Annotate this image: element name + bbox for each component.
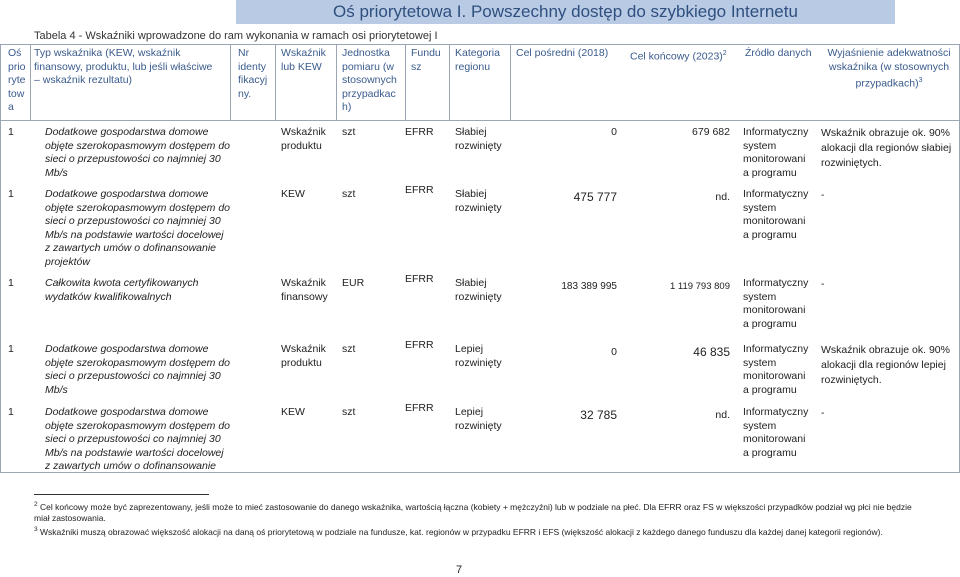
divider xyxy=(336,44,337,121)
header-kategoria: Kategoria regionu xyxy=(455,47,500,73)
cell-c2023: 1 119 793 809 xyxy=(669,281,730,292)
cell-c2023: 46 835 xyxy=(693,345,730,359)
divider xyxy=(30,44,31,121)
cell-wsk: Wskaźnik finansowy xyxy=(281,277,328,303)
header-wyjasnienie: Wyjaśnienie adekwatności wskaźnika (w stosownych przypadkach)$^3$ xyxy=(827,47,951,90)
cell-zrodlo: Informatyczny system monitorowani a programu xyxy=(743,406,809,459)
header-typ: Typ wskaźnika (KEW, wskaźnik finansowy, produktu, lub jeśli właściwe – wskaźnik rezultatu) xyxy=(34,47,213,86)
cell-fundusz: EFRR xyxy=(405,402,434,414)
header-cel-2023: Cel końcowy $(2023)^2$ xyxy=(630,50,727,63)
cell-os: 1 xyxy=(8,277,14,289)
cell-kat: Lepiej rozwinięty xyxy=(455,406,502,432)
header-os: Oś prio ryte tow a xyxy=(8,47,26,113)
divider xyxy=(510,44,511,121)
cell-jedn: EUR xyxy=(342,277,365,289)
cell-fundusz: EFRR xyxy=(405,339,434,351)
cell-kat: Słabiej rozwinięty xyxy=(455,126,502,152)
cell-c2023: 679 682 xyxy=(692,126,730,138)
header-cel-2018: Cel pośredni (2018) xyxy=(516,47,609,59)
cell-c2018: 0 xyxy=(611,126,617,138)
table-caption: Tabela 4 - Wskaźniki wprowadzone do ram wykonania w ramach osi priorytetowej I xyxy=(34,30,438,42)
divider xyxy=(230,44,231,121)
cell-zrodlo: Informatyczny system monitorowani a programu xyxy=(743,126,809,179)
cell-typ: Dodatkowe gospodarstwa domowe objęte szerokopasmowym dostępem do sieci o przepustowości co najmniej 30 Mb/s na podstawie wartości docelowej z zawartych umów o dofinansowanie xyxy=(45,406,231,472)
header-fundusz: Fundu sz xyxy=(411,47,441,73)
cell-jedn: szt xyxy=(342,188,356,200)
cell-typ: Dodatkowe gospodarstwa domowe objęte szerokopasmowym dostępem do sieci o przepustowości co najmniej 30 Mb/s na podstawie wartości docelowej z zawartych umów o dofinansowanie projektów xyxy=(45,188,231,268)
header-wskaznik: Wskaźnik lub KEW xyxy=(281,47,326,73)
cell-fundusz: EFRR xyxy=(405,126,434,138)
divider xyxy=(0,44,1,473)
divider xyxy=(0,120,960,121)
divider xyxy=(0,44,960,45)
footnote-3: $^3$ Wskaźniki muszą obrazować większość alokacji na daną oś priorytetową w podziale na fundusze, kat. regionów w przypadku EFRR i EFS (większość alokacji z każdego danego funduszu dla każdej danej kategorii regionów). xyxy=(34,526,883,537)
cell-typ: Dodatkowe gospodarstwa domowe objęte szerokopasmowym dostępem do sieci o przepustowości co najmniej 30 Mb/s xyxy=(45,343,231,396)
cell-wyj: - xyxy=(821,278,825,290)
cell-jedn: szt xyxy=(342,126,356,138)
cell-os: 1 xyxy=(8,126,14,138)
divider xyxy=(275,44,276,121)
cell-wyj: Wskaźnik obrazuje ok. 90% alokacji dla regionów lepiej rozwiniętych. xyxy=(821,344,950,386)
cell-kat: Słabiej rozwinięty xyxy=(455,277,502,303)
cell-kat: Lepiej rozwinięty xyxy=(455,343,502,369)
axis-banner: Oś priorytetowa I. Powszechny dostęp do szybkiego Internetu xyxy=(236,0,895,24)
cell-typ: Dodatkowe gospodarstwa domowe objęte szerokopasmowym dostępem do sieci o przepustowości co najmniej 30 Mb/s xyxy=(45,126,231,179)
cell-jedn: szt xyxy=(342,343,356,355)
cell-wsk: Wskaźnik produktu xyxy=(281,343,326,369)
cell-wyj: Wskaźnik obrazuje ok. 90% alokacji dla regionów słabiej rozwiniętych. xyxy=(821,127,952,169)
cell-fundusz: EFRR xyxy=(405,184,434,196)
cell-zrodlo: Informatyczny system monitorowani a programu xyxy=(743,343,809,396)
cell-jedn: szt xyxy=(342,406,356,418)
cell-os: 1 xyxy=(8,188,14,200)
cell-c2023: nd. xyxy=(715,191,730,203)
page-number: 7 xyxy=(456,564,463,576)
cell-kat: Słabiej rozwinięty xyxy=(455,188,502,214)
header-nr: Nr identy fikacyj ny. xyxy=(238,47,268,100)
cell-wsk: KEW xyxy=(281,188,305,200)
cell-fundusz: EFRR xyxy=(405,273,434,285)
cell-os: 1 xyxy=(8,406,14,418)
cell-c2018: 0 xyxy=(611,346,617,358)
cell-wyj: - xyxy=(821,189,825,201)
divider xyxy=(405,44,406,121)
cell-c2023: nd. xyxy=(715,409,730,421)
cell-wyj: - xyxy=(821,407,825,419)
header-jednostka: Jednostka pomiaru (w stosownych przypadkac h) xyxy=(342,47,397,113)
cell-zrodlo: Informatyczny system monitorowani a programu xyxy=(743,188,809,241)
footnote-2: $^2$ Cel końcowy może być zaprezentowany, jeśli może to mieć zastosowanie do danego wskaźnika, wartością łączna (kobiety + mężczyźni) lub w podziale na płeć. Dla EFRR oraz FS w większości przypadków podział wg płci nie będzie miał zastosowania. xyxy=(34,501,912,523)
divider xyxy=(449,44,450,121)
cell-c2018: 32 785 xyxy=(580,408,617,422)
cell-os: 1 xyxy=(8,343,14,355)
cell-zrodlo: Informatyczny system monitorowani a programu xyxy=(743,277,809,330)
cell-typ: Całkowita kwota certyfikowanych wydatków kwalifikowalnych xyxy=(45,277,199,303)
cell-c2018: 475 777 xyxy=(573,190,617,204)
footnote-separator xyxy=(34,494,209,495)
header-zrodlo: Źródło danych xyxy=(745,47,812,59)
cell-wsk: KEW xyxy=(281,406,305,418)
cell-wsk: Wskaźnik produktu xyxy=(281,126,326,152)
cell-c2018: 183 389 995 xyxy=(561,281,617,292)
